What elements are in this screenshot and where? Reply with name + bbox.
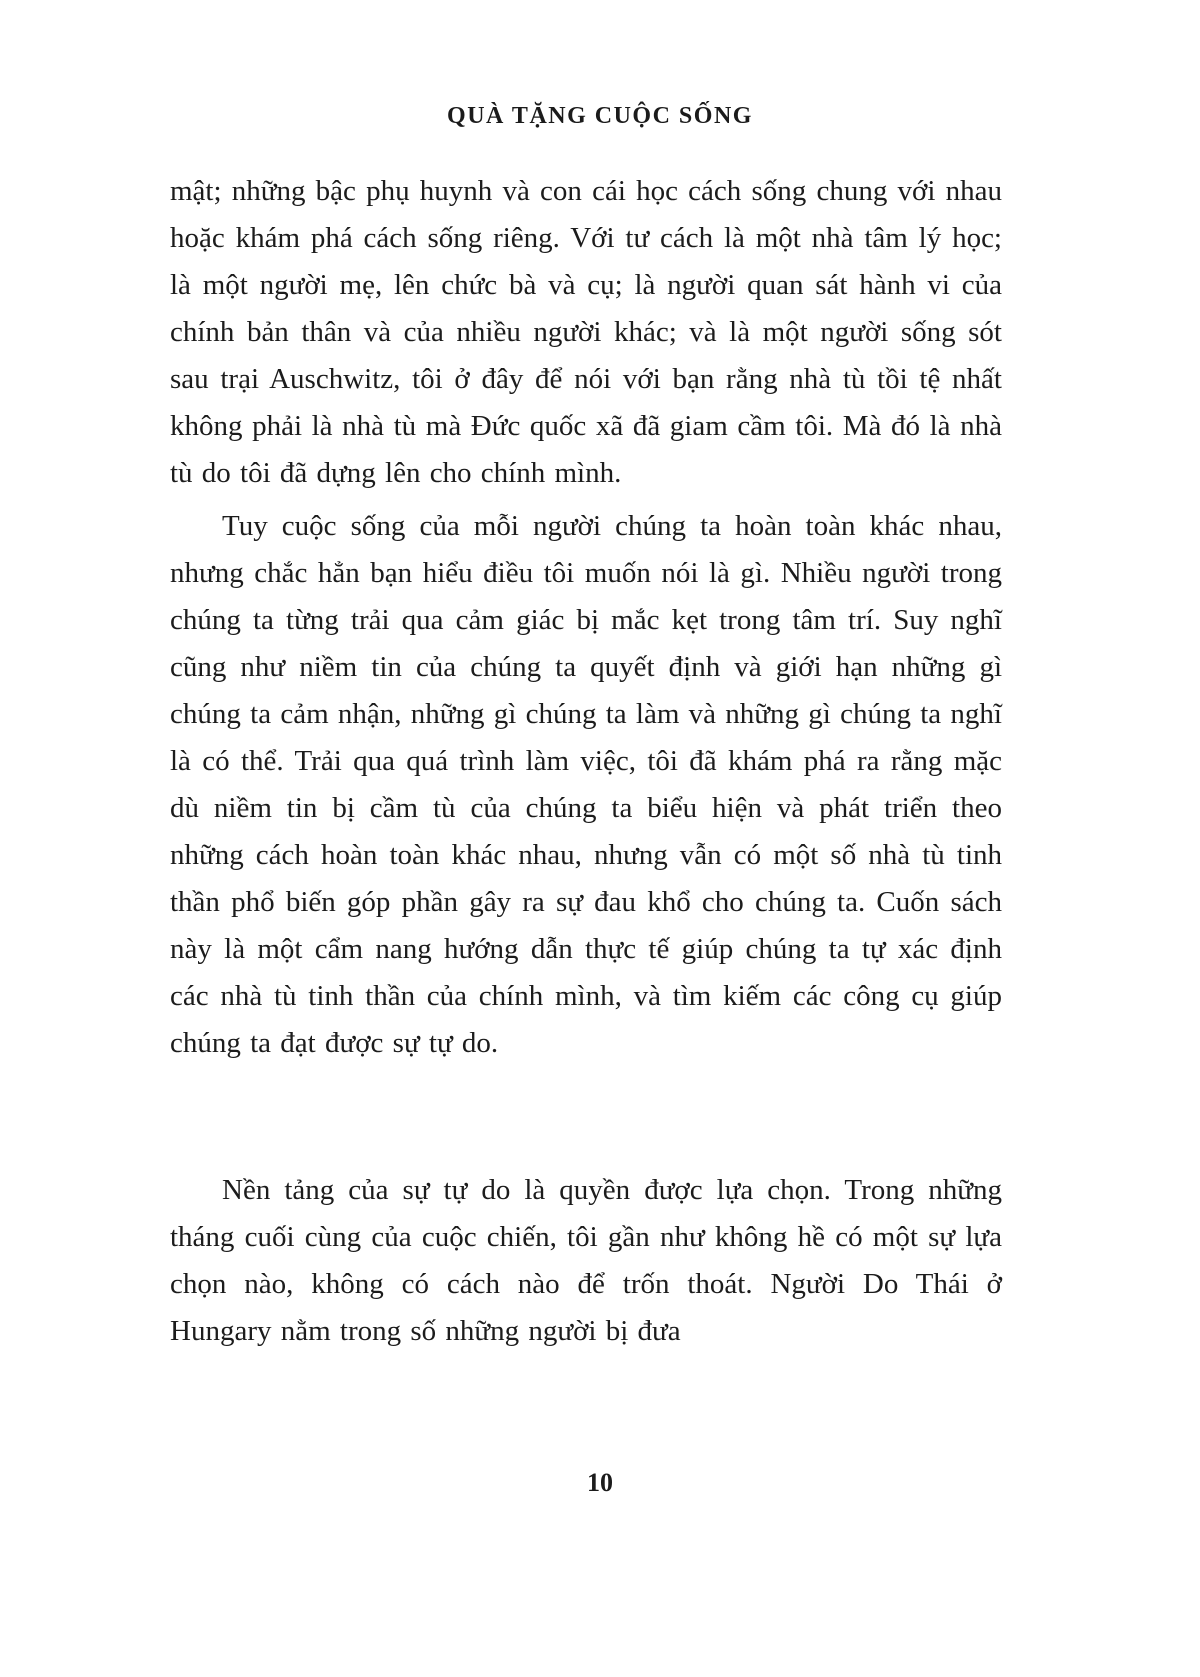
body-text-block [170, 168, 1002, 1355]
running-header: QUÀ TẶNG CUỘC SỐNG [447, 103, 753, 129]
body-paragraph: Nền tảng của sự tự do là quyền được lựa chọn. Trong những tháng cuối cùng của cuộc chiến, tôi gần như không hề có một sự lựa chọn nào, không có cách nào để trốn thoát. Người Do Thái ở Hungary nằm trong số những người bị đưa [170, 1174, 1002, 1347]
page-number: 10 [587, 1468, 613, 1497]
body-paragraph: mật; những bậc phụ huynh và con cái học cách sống chung với nhau hoặc khám phá cách sống riêng. Với tư cách là một nhà tâm lý học; là một người mẹ, lên chức bà và cụ; là người quan sát hành vi của chính bản thân và của nhiều người khác; và là một người sống sót sau trại Auschwitz, tôi ở đây để nói với bạn rằng nhà tù tồi tệ nhất không phải là nhà tù mà Đức quốc xã đã giam cầm tôi. Mà đó là nhà tù do tôi đã dựng lên cho chính mình. [170, 175, 1002, 489]
body-paragraph: Tuy cuộc sống của mỗi người chúng ta hoàn toàn khác nhau, nhưng chắc hẳn bạn hiểu điều tôi muốn nói là gì. Nhiều người trong chúng ta từng trải qua cảm giác bị mắc kẹt trong tâm trí. Suy nghĩ cũng như niềm tin của chúng ta quyết định và giới hạn những gì chúng ta cảm nhận, những gì chúng ta làm và những gì chúng ta nghĩ là có thể. Trải qua quá trình làm việc, tôi đã khám phá ra rằng mặc dù niềm tin bị cầm tù của chúng ta biểu hiện và phát triển theo những cách hoàn toàn khác nhau, nhưng vẫn có một số nhà tù tinh thần phổ biến góp phần gây ra sự đau khổ cho chúng ta. Cuốn sách này là một cẩm nang hướng dẫn thực tế giúp chúng ta tự xác định các nhà tù tinh thần của chính mình, và tìm kiếm các công cụ giúp chúng ta đạt được sự tự do. [170, 510, 1002, 1059]
